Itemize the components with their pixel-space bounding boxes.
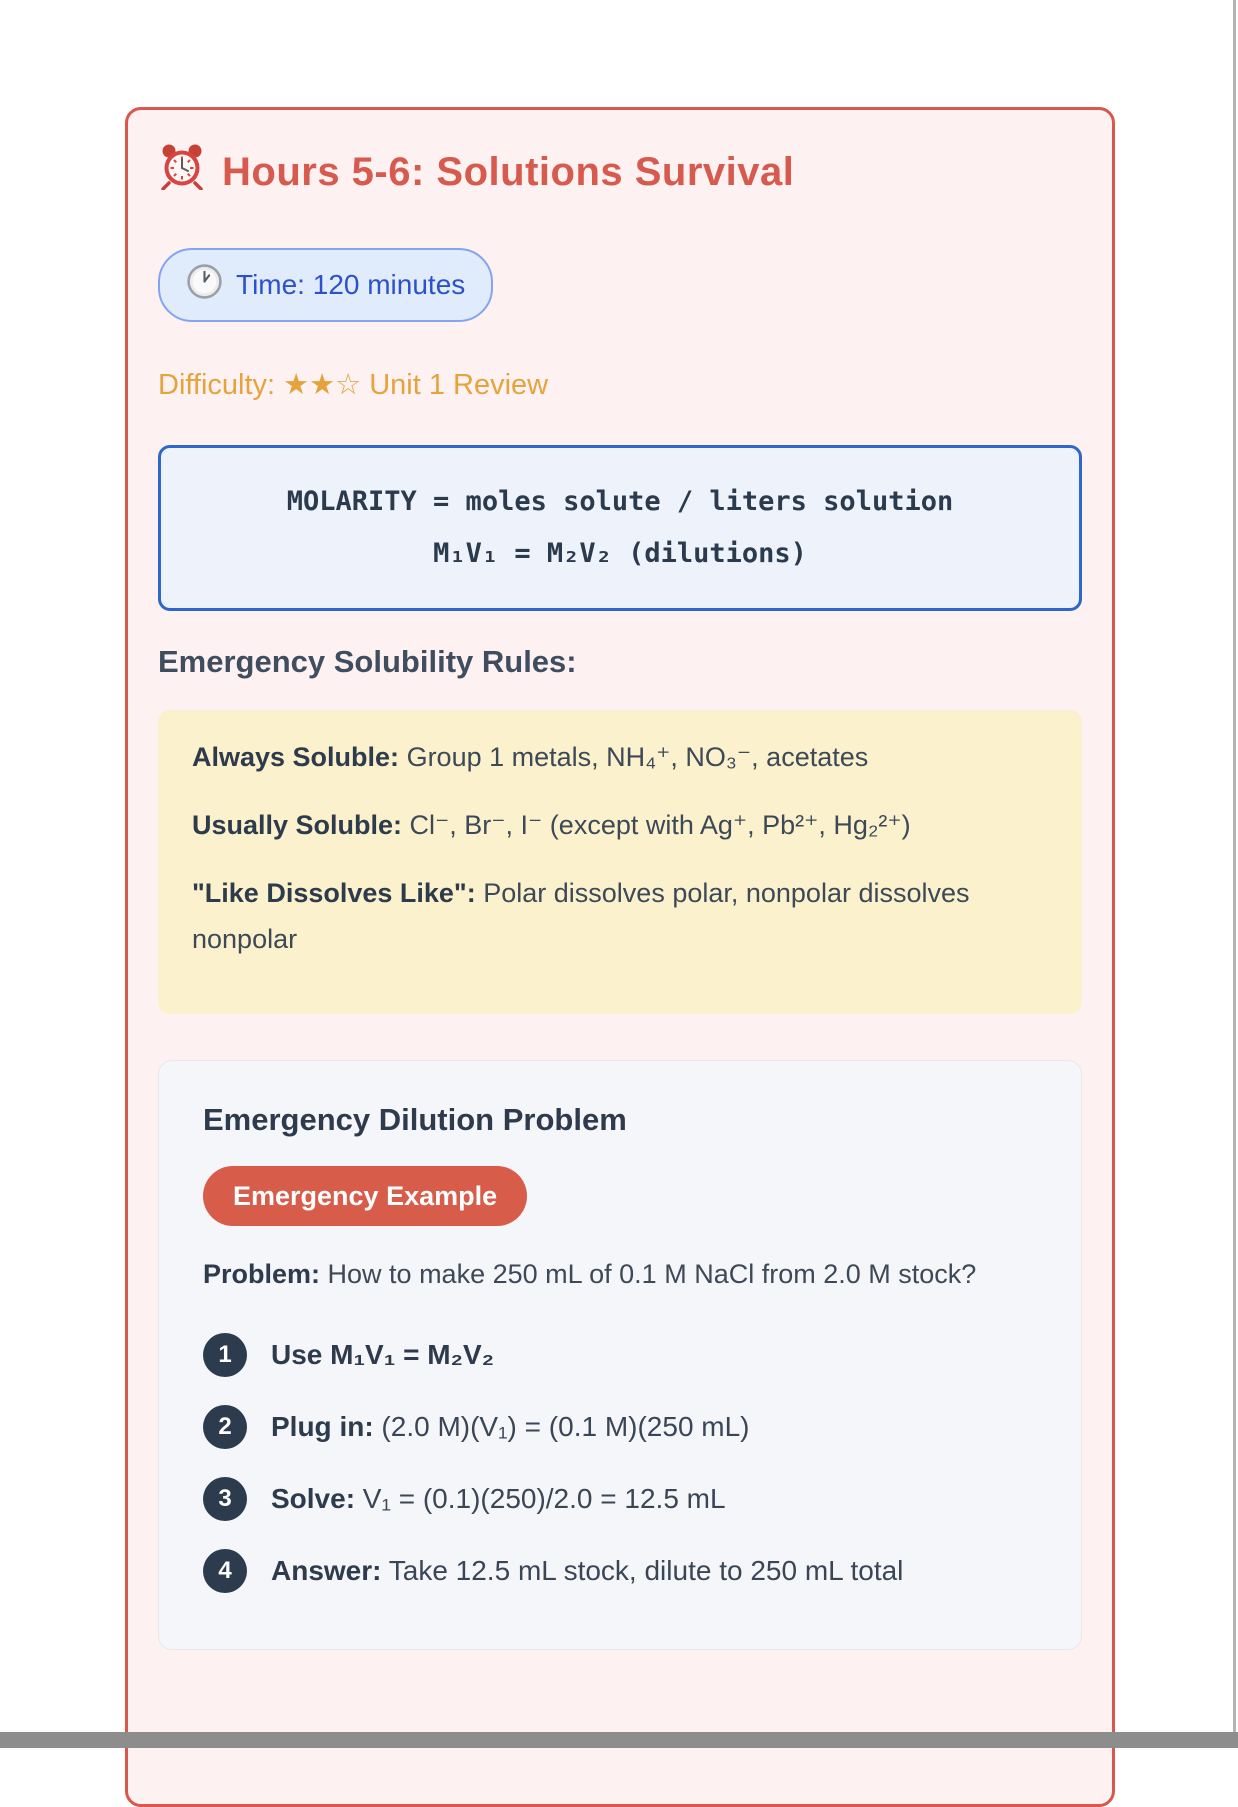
problem-card-heading: Emergency Dilution Problem	[203, 1102, 627, 1137]
problem-text-body: How to make 250 mL of 0.1 M NaCl from 2.0 M stock?	[320, 1259, 977, 1289]
rule-text: Cl⁻, Br⁻, I⁻ (except with Ag⁺, Pb²⁺, Hg₂²⁺)	[402, 810, 911, 840]
emergency-example-badge: Emergency Example	[203, 1166, 527, 1226]
step-detail: V₁ = (0.1)(250)/2.0 = 12.5 mL	[355, 1483, 726, 1514]
difficulty-rating: Difficulty: ★★☆ Unit 1 Review	[158, 369, 549, 401]
step-number-badge: 4	[203, 1549, 247, 1593]
rule-label: Always Soluble:	[192, 742, 400, 772]
solution-step-2	[203, 1405, 1037, 1449]
rule-like-dissolves-like	[192, 870, 1048, 962]
step-text	[271, 1549, 903, 1593]
rule-label: Usually Soluble:	[192, 810, 403, 840]
rule-usually-soluble	[192, 802, 1048, 848]
clock-icon	[186, 263, 223, 307]
solution-steps-list	[203, 1333, 1037, 1593]
step-text	[271, 1477, 726, 1521]
rule-label: "Like Dissolves Like":	[192, 878, 476, 908]
scrollbar-track[interactable]	[1233, 0, 1236, 1732]
formula-line-2: M₁V₁ = M₂V₂ (dilutions)	[433, 538, 807, 569]
alarm-clock-icon	[158, 142, 206, 201]
rule-text: Group 1 metals, NH₄⁺, NO₃⁻, acetates	[399, 742, 869, 772]
step-number-badge: 3	[203, 1477, 247, 1521]
step-label: Use M₁V₁ = M₂V₂	[271, 1339, 495, 1370]
solubility-rules-box	[158, 710, 1082, 1014]
page-title	[158, 142, 1082, 201]
page-title-text: Hours 5-6: Solutions Survival	[222, 149, 795, 194]
rule-always-soluble	[192, 734, 1048, 780]
time-badge	[158, 248, 493, 322]
solution-step-3	[203, 1477, 1037, 1521]
step-text	[271, 1333, 494, 1377]
step-label: Answer:	[271, 1555, 382, 1586]
window-bottom-bar	[0, 1732, 1238, 1748]
step-text	[271, 1405, 750, 1449]
step-number-badge: 1	[203, 1333, 247, 1377]
step-label: Plug in:	[271, 1411, 374, 1442]
step-number-badge: 2	[203, 1405, 247, 1449]
solubility-rules-heading: Emergency Solubility Rules:	[158, 644, 577, 679]
problem-statement	[203, 1253, 1037, 1295]
step-label: Solve:	[271, 1483, 356, 1514]
solution-step-1	[203, 1333, 1037, 1377]
formula-line-1: MOLARITY = moles solute / liters solution	[286, 486, 954, 517]
solution-step-4	[203, 1549, 1037, 1593]
rule-text: Polar dissolves polar, nonpolar dissolves nonpolar	[192, 878, 970, 954]
time-badge-label: Time: 120 minutes	[236, 269, 466, 300]
step-detail: Take 12.5 mL stock, dilute to 250 mL total	[381, 1555, 904, 1586]
molarity-formula-box	[158, 445, 1082, 611]
step-detail: (2.0 M)(V₁) = (0.1 M)(250 mL)	[373, 1411, 750, 1442]
problem-label: Problem:	[203, 1259, 321, 1289]
survival-guide-card	[125, 107, 1115, 1807]
dilution-problem-card	[158, 1060, 1082, 1650]
